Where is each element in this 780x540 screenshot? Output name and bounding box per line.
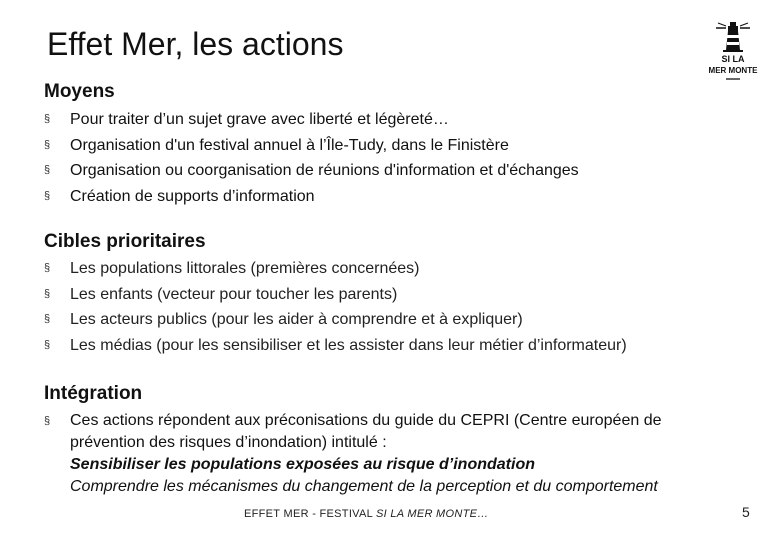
list-item: § Création de supports d’information [44, 184, 579, 210]
integration-heading: Intégration [44, 383, 143, 404]
integration-block [44, 410, 754, 498]
moyens-heading: Moyens [44, 81, 115, 102]
square-bullet-icon: § [44, 287, 51, 300]
square-bullet-icon: § [44, 415, 51, 427]
square-bullet-icon: § [44, 164, 51, 176]
square-bullet-icon: § [44, 138, 51, 151]
lighthouse-icon [716, 22, 750, 52]
integration-line1: Ces actions répondent aux préconisations du guide du CEPRI (Centre européen de [70, 412, 662, 429]
guide-title: Sensibiliser les populations exposées au risque d’inondation [70, 456, 535, 473]
integration-line2: prévention des risques d’inondation) intitulé : [70, 434, 387, 451]
list-item: § Les populations littorales (premières concernées) [44, 256, 627, 282]
list-item: § Organisation d'un festival annuel à l’Île-Tudy, dans le Finistère [44, 133, 579, 159]
page-number: 5 [742, 504, 750, 520]
guide-subtitle: Comprendre les mécanismes du changement de la perception et du comportement [70, 478, 658, 495]
logo-line2: MER MONTE [708, 66, 758, 75]
list-item: § Les enfants (vecteur pour toucher les parents) [44, 282, 627, 308]
square-bullet-icon: § [44, 189, 51, 202]
cibles-heading: Cibles prioritaires [44, 231, 206, 252]
square-bullet-icon: § [44, 313, 51, 325]
page-title: Effet Mer, les actions [47, 26, 344, 62]
square-bullet-icon: § [44, 262, 51, 274]
square-bullet-icon: § [44, 338, 51, 351]
footer [244, 508, 489, 520]
list-item: § Organisation ou coorganisation de réunions d'information et d'échanges [44, 158, 579, 184]
cibles-list [44, 256, 627, 358]
logo-line1: SI LA [721, 54, 745, 64]
footer-prefix: EFFET MER - FESTIVAL [244, 508, 376, 520]
footer-festival: SI LA MER MONTE… [376, 508, 489, 520]
square-bullet-icon: § [44, 113, 51, 125]
si-la-mer-monte-logo [706, 20, 760, 92]
list-item: § Les acteurs publics (pour les aider à comprendre et à expliquer) [44, 307, 627, 333]
moyens-list [44, 107, 579, 209]
integration-paragraph [44, 410, 754, 498]
list-item: § Pour traiter d’un sujet grave avec liberté et légèreté… [44, 107, 579, 133]
list-item: § Les médias (pour les sensibiliser et les assister dans leur métier d’informateur) [44, 333, 627, 359]
